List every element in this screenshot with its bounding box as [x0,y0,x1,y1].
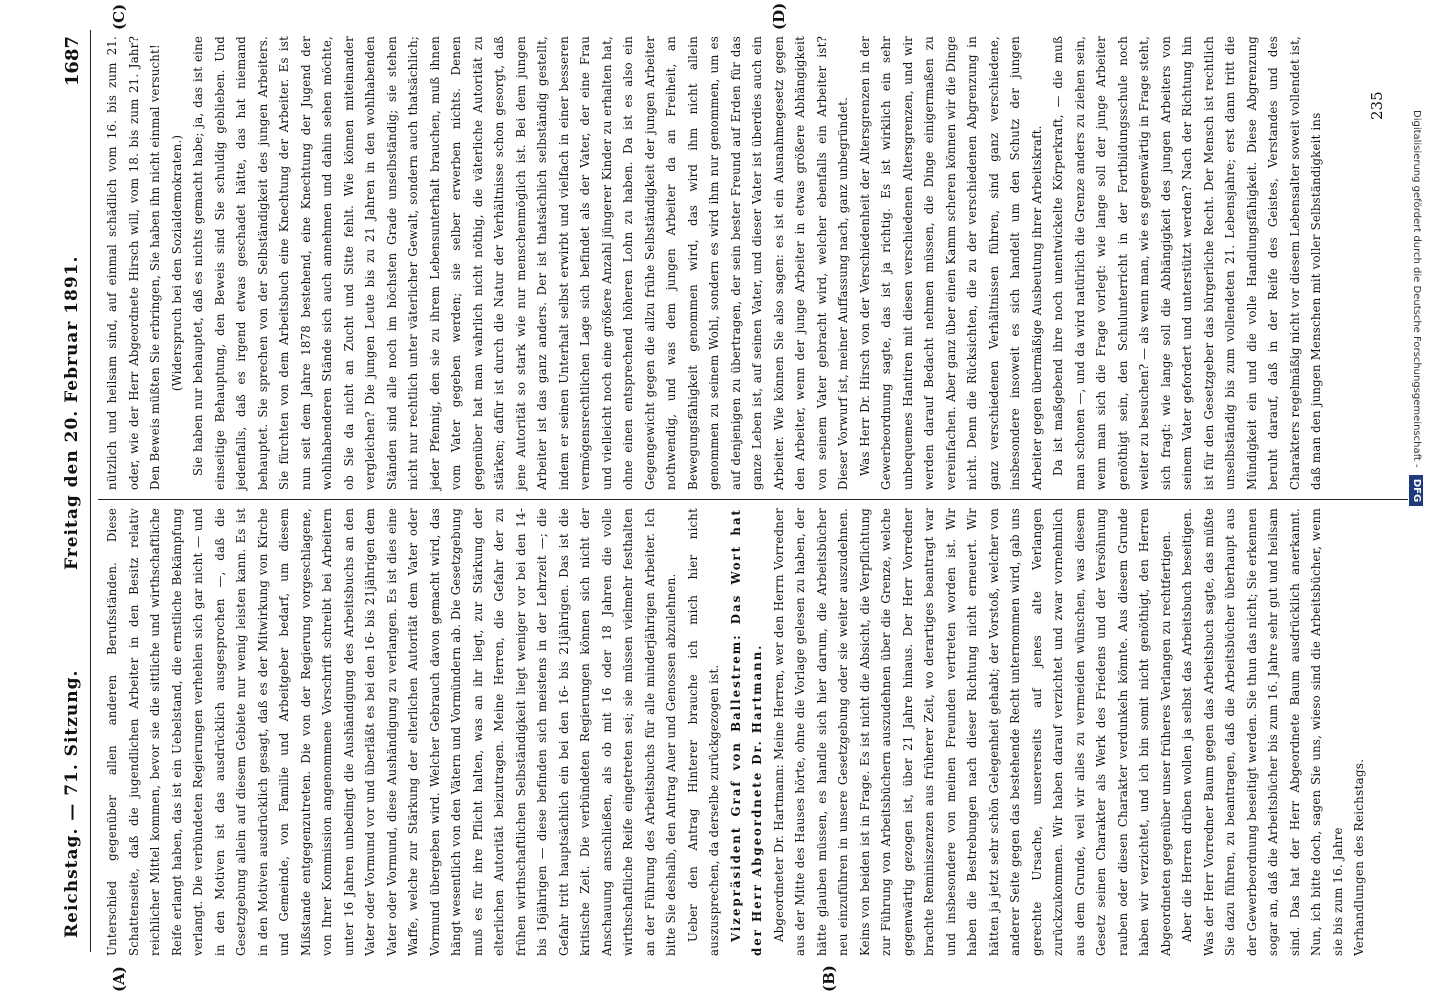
margin-marker-a: (A) [110,966,128,992]
margin-marker-c: (C) [110,3,128,30]
left-paragraph-5: Aber die Herren drüben wollen ja selbst das Arbeitsbuch beseitigen. Was der Herr Vorredner Baum gegen das Arbeitsbuch sagte, das müßte Sie dazu führen, zu beantragen, daß die Arbeitsbücher überhaupt aus der Gewerbeordnung beseitigt werden. Sie thun das nicht; Sie erkennen sogar an, daß die Arbeitsbücher bis zum 16. Jahre sehr gut und heilsam sind. Das hat der Herr Abgeordnete Baum ausdrücklich anerkannt. Nun, ich bitte doch, sagen Sie uns, wieso sind die Arbeitsbücher, wenn sie bis zum 16. Jahre [1180,508,1345,956]
left-paragraph-1: Unterschied gegenüber allen anderen Berufsständen. Diese Schattenseite, daß die jugendlichen Arbeiter in den Besitz relativ reichlicher Mittel kommen, bevor sie die sittliche und wirthschaftliche Reife erlangt haben, das ist ein Uebelstand, die ernstliche Bekämpfung verlangt. Die verbündeten Regierungen verhehlen sich gar nicht — und in den Motiven ist das ausdrücklich ausgesprochen —, daß die Gesetzgebung allein auf diesem Gebiete nur wenig leisten kann. Es ist in den Motiven ausdrücklich gesagt, daß es der Mitwirkung von Kirche und Gemeinde, von Familie und Arbeitgeber bedarf, um diesem Mißstande entgegenzutreten. Die von der Regierung vorgeschlagene, von Ihrer Kommission angenommene Vorschrift schreibt bei Arbeitern unter 16 Jahren unbedingt die Aushändigung des Arbeitsbuchs an den Vater oder Vormund vor und überläßt es bei den 16- bis 21jährigen dem Vater oder Vormund, diese Aushändigung zu verlangen. Es ist dies eine Waffe, welche zur Stärkung der elterlichen Autorität dem Vater oder Vormund übergeben wird. Welcher Gebrauch davon gemacht wird, das hängt wesentlich von den Vätern und Vormündern ab. Die Gesetzgebung muß es für ihre Pflicht halten, was an ihr liegt, zur Stärkung der elterlichen Autorität beizutragen. Meine Herren, die Gefahr der zu frühen wirthschaftlichen Selbständigkeit liegt weniger vor bei den 14- bis 16jährigen — diese befinden sich meistens in der Lehrzeit —; die Gefahr tritt hauptsächlich ein bei den 16- bis 21jährigen. Das ist die kritische Zeit. Die verbündeten Regierungen können sich nicht der Anschauung anschließen, als ob mit 16 oder 18 Jahren die volle wirthschaftliche Reife eingetreten sei; sie müssen vielmehr festhalten an der Führung des Arbeitsbuchs für alle minderjährigen Arbeiter. Ich bitte Sie deshalb, den Antrag Auer und Genossen abzulehnen. [105,508,678,956]
right-paragraph-5: Da ist maßgebend ihre noch unentwickelte Körperkraft, — die muß man schonen —, und da wird natürlich die Grenze anders zu ziehen sein, wenn man sich die Frage vorlegt: wie lange soll der junge Arbeiter genöthigt sein, den Schulunterricht in der Fortbildungsschule noch weiter zu besuchen? — als wenn man, wie es gegenwärtig in Frage steht, sich fragt: wie lange soll die Abhängigkeit des jungen Arbeiters von seinem Vater gefordert und unterstützt werden? Nach der Richtung hin ist für den Gesetzgeber das bürgerliche Recht. Der Mensch ist rechtlich unselbständig bis zum vollendeten 21. Lebensjahre; erst dann tritt die Mündigkeit ein und die volle Handlungsfähigkeit. Diese Abgrenzung beruht darauf, daß in der Reife des Geistes, Verstandes und des Charakters regelmäßig nicht vor diesem Lebensalter soweit vollendet ist, daß man den jungen Menschen mit voller Selbständigkeit ins [1051,36,1323,490]
signature-mark: 235 [1368,91,1386,120]
digitization-credit [1406,110,1426,830]
right-paragraph-1: nützlich und heilsam sind, auf einmal schädlich vom 16. bis zum 21. oder, wie der Herr Abgeordnete Hirsch will, vom 18. bis zum 21. Jahr? Den Beweis müßten Sie erbringen, Sie haben ihn nicht einmal versucht! [105,36,162,490]
left-paragraph-2: Ueber den Antrag Hinterer brauche ich mich hier nicht auszusprechen, da derselbe zurückgezogen ist. [685,508,721,956]
left-paragraph-3: Vizepräsident Graf von Ballestrem: Das Wort hat der Herr Abgeordnete Dr. Hartmann. [728,508,764,956]
dfg-logo: DFG [1409,475,1423,506]
credit-text: Digitalisierung gefördert durch die Deutsche Forschungsgemeinschaft - [1411,110,1422,468]
margin-marker-d: (D) [770,2,788,30]
right-paragraph-4: Was Herr Dr. Hirsch von der Verschiedenheit der Altersgrenzen in der Gewerbeordnung sagte, das ist ja richtig. Es ist wirklich ein sehr unbequemes Hantiren mit diesen verschiedenen Altersgrenzen, und wir werden darauf Bedacht nehmen müssen, die Dinge einigermaßen zu vereinfachen. Aber ganz über einen Kamm scheren können wir die Dinge nicht. Denn die Rücksichten, die zu der verschiedenen Abgrenzung in ganz verschiedenen Verhältnissen führen, sind ganz verschiedene, insbesondere insoweit es sich handelt um den Schutz der jungen Arbeiter gegen übermäßige Ausbeutung ihrer Arbeitskraft. [857,36,1044,490]
header-session: Reichstag. — 71. Sitzung. [62,669,82,938]
left-footer: Verhandlungen des Reichstags. [1352,758,1366,956]
left-paragraph-4: Abgeordneter Dr. Hartmann: Meine Herren, wer den Herrn Vorredner aus der Mitte des Hauses hörte, ohne die Vorlage gelesen zu haben, der hätte glauben müssen, es handle sich hier darum, die Arbeitsbücher neu einzuführen in unsere Gesetzgebung oder sie weiter auszudehnen. Keins von beiden ist in Frage. Es ist nicht die Absicht, die Verpflichtung zur Führung von Arbeitsbüchern auszudehnen über die Grenze, welche gegenwärtig gezogen ist, über 21 Jahre hinaus. Der Herr Vorredner brachte Reminiszenzen aus früherer Zeit, wo derartiges beantragt war und insbesondere von meinen Freunden vertreten worden ist. Wir haben die Bestrebungen nach dieser Richtung nicht erneuert. Wir hätten ja jetzt sehr schön Gelegenheit gehabt; der Vorstoß, welcher von anderer Seite gegen das bestehende Recht unternommen wird, gab uns gerechte Ursache, unsererseits auf jenes alte Verlangen zurückzukommen. Wir haben darauf verzichtet und zwar vornehmlich aus dem Grunde, weil wir alles zu vermeiden wünschen, was diesem Gesetz seinen Charakter als Werk des Friedens und der Versöhnung rauben oder diesen Charakter verdunkeln könnte. Aus diesem Grunde haben wir verzichtet, und ich bin somit nicht genöthigt, den Herren Abgeordneten gegenüber unser früheres Verlangen zu rechtfertigen. [771,508,1173,956]
left-column [102,508,1371,956]
right-paragraph-2: (Widerspruch bei den Sozialdemokraten.) [169,134,184,392]
margin-marker-b: (B) [820,965,838,992]
header-date: Freitag den 20. Februar 1891. [62,255,82,570]
running-header [54,0,94,1000]
column-divider [98,499,1408,500]
right-paragraph-3: Sie haben nur behauptet, daß es nichts gemacht habe; ja, das ist eine einseitige Behauptung, den Beweis sind Sie schuldig geblieben. Und jedenfalls, daß es irgend etwas geschadet hätte, das hat niemand behauptet. Sie sprechen von der Selbständigkeit des jungen Arbeiters. Sie fürchten von dem Arbeitsbuch eine Knechtung der Arbeiter. Es ist nun seit dem Jahre 1878 bestehend, eine Knechtung der Jugend der wohlhabenderen Stände sich auch annehmen und dahin sehen möchte, ob Sie da nicht an Zucht und Sitte fehlt. Wie können miteinander vergleichen? Die jungen Leute bis zu 21 Jahren in den wohlhabenden Ständen sind alle noch im höchsten Grade unselbständig; sie stehen nicht nur rechtlich unter väterlicher Gewalt, sondern auch thatsächlich; jeder Pfennig, den sie zu ihrem Lebensunterhalt brauchen, muß ihnen vom Vater gegeben werden; sie selber erwerben nichts. Denen gegenüber hat man wahrlich nicht nöthig, die väterliche Autorität zu stärken; dafür ist durch die Natur der Verhältnisse schon gesorgt, daß jene Autorität so stark wie nur menschenmöglich ist. Bei dem jungen Arbeiter ist das ganz anders. Der ist thatsächlich selbständig gestellt, indem er seinen Unterhalt selbst erwirbt und vielfach in einer besseren vermögensrechtlichen Lage sich befindet als der Vater, der eine Frau und vielleicht noch eine größere Anzahl jüngerer Kinder zu erhalten hat, ohne einen entsprechend höheren Lohn zu haben. Da ist es also ein Gegengewicht gegen die allzu frühe Selbständigkeit der jungen Arbeiter nothwendig, und was dem jungen Arbeiter da an Freiheit, an Bewegungsfähigkeit genommen wird, das wird ihm nicht allein genommen zu seinem Wohl, sondern es wird ihm nur genommen, um es auf denjenigen zu übertragen, der sein bester Freund auf Erden für das ganze Leben ist, auf seinen Vater, und dieser Vater ist überdies auch ein Arbeiter. Wie können Sie also sagen: es ist ein Ausnahmegesetz gegen den Arbeiter, wenn der junge Arbeiter in etwas größere Abhängigkeit von seinem Vater gebracht wird, welcher ebenfalls ein Arbeiter ist? Dieser Vorwurf ist, meiner Auffassung nach, ganz unbegründet. [191,36,850,490]
header-page-number: 1687 [62,36,83,87]
rotated-page-content [50,0,1420,1000]
header-rule [90,30,91,952]
right-column [102,36,1328,490]
